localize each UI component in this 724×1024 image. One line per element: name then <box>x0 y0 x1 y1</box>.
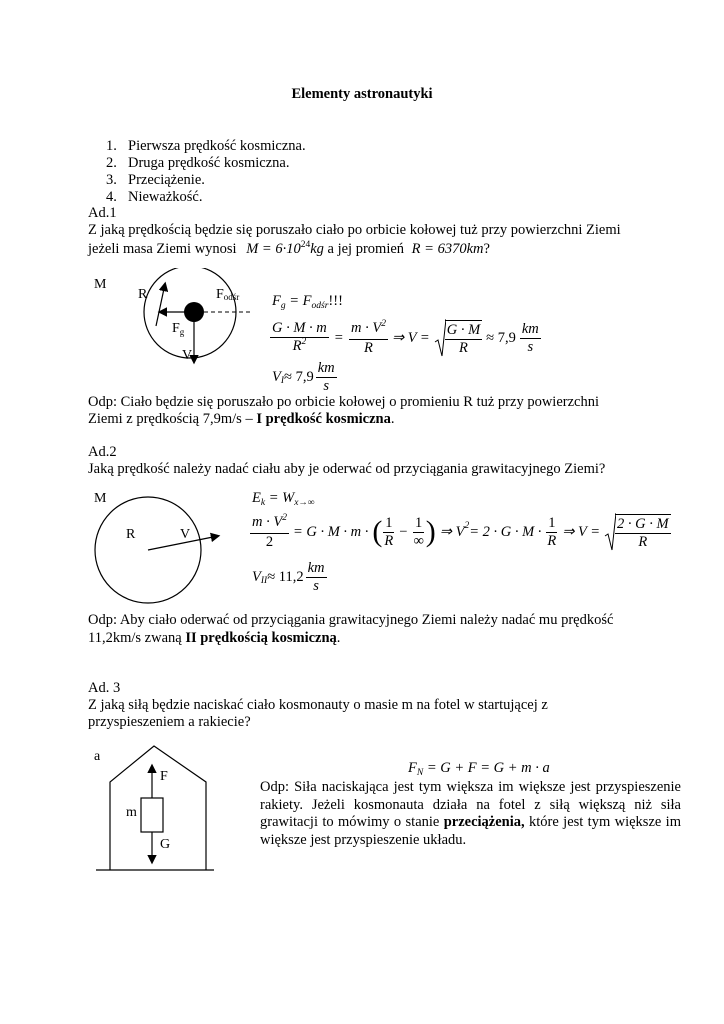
ad1-answer-line2: Ziemi z prędkością 7,9m/s – I prędkość kosmiczna. <box>88 411 395 427</box>
ad1-question-line2: jeżeli masa Ziemi wynosi $M = 6\cdot 10^{24}kg$ a jej promień R = 6370km? <box>88 240 490 257</box>
ad3-eq: $F_N = G + F = G + m \cdot a$ <box>408 760 550 778</box>
ad1-eq-forces: $F_g = F_{odśr}$!!! <box>272 293 343 311</box>
ad2-eq-derivation: $\frac{m \cdot V^2}{2}$ = G · M · m · ( $\frac{1}{R}$ − $\frac{1}{\infty}$ ) ⇒ V 2 = 2 · G · M · $\frac{1}{R}$ ⇒ V = $\frac{2 \cdot G \cdot M}{R}$ <box>252 512 669 550</box>
rocket-outline <box>110 746 206 870</box>
label-V: V <box>182 348 193 363</box>
label-R2: R <box>126 527 136 542</box>
label-a: a <box>94 749 101 764</box>
label-M: M <box>94 277 107 292</box>
ad2-answer-line2: 11,2km/s zwaną II prędkością kosmiczną. <box>88 630 341 646</box>
ad1-question-line1: Z jaką prędkością będzie się poruszało ciało po orbicie kołowej tuż przy powierzchni Ziemi <box>88 222 621 238</box>
label-M2: M <box>94 491 107 506</box>
label-F3: F <box>160 769 168 784</box>
list-item-1: 1. Pierwsza prędkość kosmiczna. <box>106 138 306 154</box>
ad2-heading: Ad.2 <box>88 444 117 460</box>
ad1-heading: Ad.1 <box>88 205 117 221</box>
ad1-eq-derivation: $\frac{G \cdot M \cdot m}{R^2}$ = $\frac{m \cdot V^2}{R}$ ⇒ V = $\frac{G \cdot M}{R}$ ≈ 7,9 $\frac{km}{s}$ <box>272 318 539 356</box>
ad2-question: Jaką prędkość należy nadać ciału aby je oderwać od przyciągania grawitacyjnego Ziemi? <box>88 461 606 477</box>
ad1-answer-line1: Odp: Ciało będzie się poruszało po orbicie kołowej o promieniu R tuż przy powierzchni <box>88 394 599 410</box>
frac-centripetal: $\frac{m \cdot V^2}{R}$ <box>350 318 386 356</box>
ad3-question-line2: przyspieszeniem a rakiecie? <box>88 714 251 730</box>
ad3-question-line1: Z jaką siłą będzie naciskać ciało kosmonauty o masie m na fotel w startującej z <box>88 697 548 713</box>
list-item-3: 3. Przeciążenie. <box>106 172 205 188</box>
label-G: G <box>160 837 171 852</box>
ad3-rocket-diagram <box>88 742 228 874</box>
label-V2: V <box>180 527 191 542</box>
list-item-2: 2. Druga prędkość kosmiczna. <box>106 155 290 171</box>
frac-gravity: $\frac{G \cdot M \cdot m}{R^2}$ <box>272 319 327 354</box>
ad1-v1-result: V I ≈ 7,9 $\frac{km}{s}$ <box>272 360 335 394</box>
ad2-escape-diagram <box>86 486 226 604</box>
mass-box <box>141 798 163 832</box>
label-Fg: $F_g$ <box>172 321 185 337</box>
list-item-4: 4. Nieważkość. <box>106 189 203 205</box>
ad1-orbit-diagram <box>86 268 266 374</box>
ad3-heading: Ad. 3 <box>88 680 121 696</box>
ad2-v2-result: V II ≈ 11,2 $\frac{km}{s}$ <box>252 560 325 594</box>
ad2-answer-line1: Odp: Aby ciało oderwać od przyciągania grawitacyjnego Ziemi należy nadać mu prędkość <box>88 612 614 628</box>
ad3-answer: Odp: Siła naciskająca jest tym większa im większe jest przyspieszenie rakiety. Jeżeli kosmonauta działa na fotel z siłą większą niż siła grawitacji to mówimy o stanie przeciążenia, które jest tym większe im większe jest przyspieszenie układu. <box>260 779 681 848</box>
label-R: R <box>138 287 148 302</box>
radius-arrow <box>156 284 165 326</box>
label-F-odsr: Fodśr <box>216 287 240 302</box>
unit-km-s: $\frac{km}{s}$ <box>521 320 539 355</box>
sqrt-gm-r: $\frac{G \cdot M}{R}$ <box>446 321 481 356</box>
page-title: Elementy astronautyki <box>291 86 433 102</box>
ad2-eq-energy: $E_k = W_{x\to\infty}$ <box>252 490 315 508</box>
label-m: m <box>126 805 137 820</box>
